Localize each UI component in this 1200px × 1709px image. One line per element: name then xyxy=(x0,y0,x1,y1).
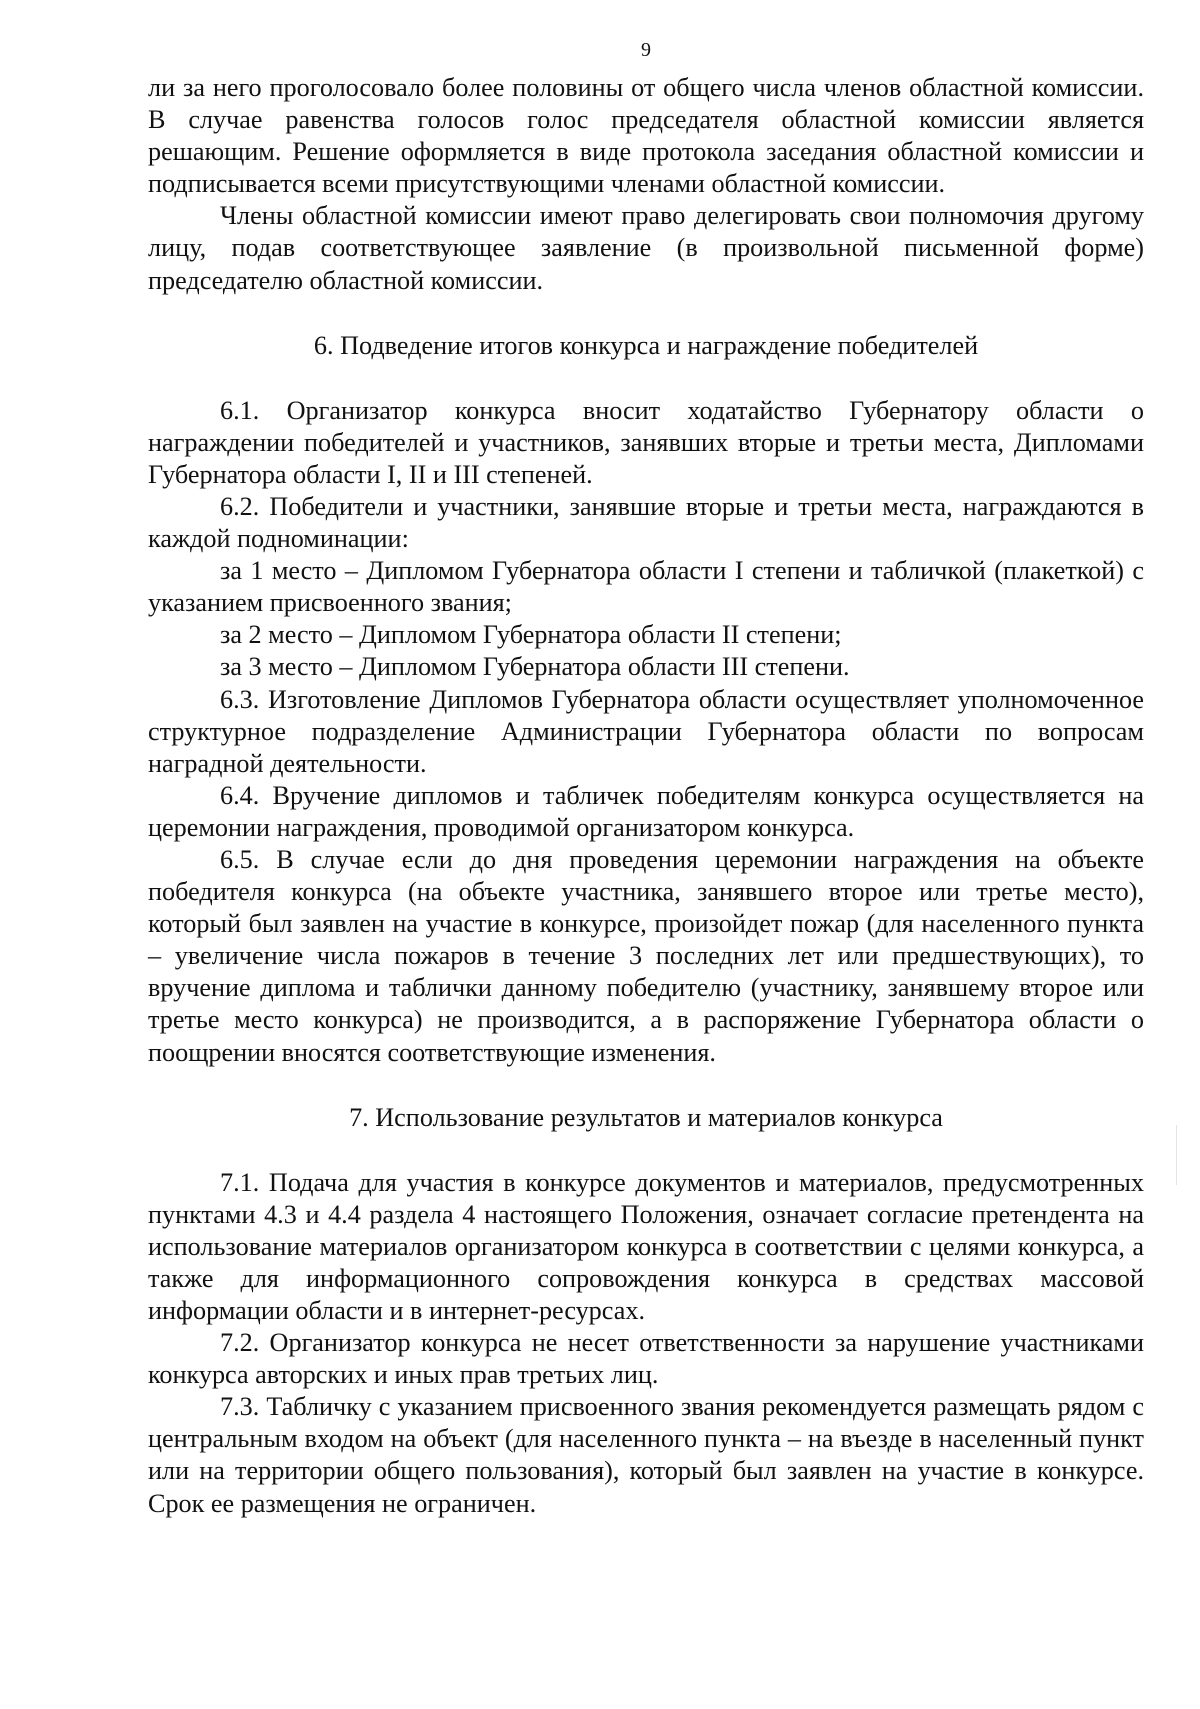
paragraph-delegation: Члены областной комиссии имеют право делегировать свои полномочия другому лицу, подав соответствующее заявление (в произвольной письменной форме) председателю областной комиссии. xyxy=(148,201,1144,295)
paragraph-6-3: 6.3. Изготовление Дипломов Губернатора области осуществляет уполномоченное структурное подразделение Администрации Губернатора области по вопросам наградной деятельности. xyxy=(148,684,1144,778)
page-number: 9 xyxy=(641,39,651,61)
paragraph-6-2: 6.2. Победители и участники, занявшие вторые и третьи места, награждаются в каждой подноминации: xyxy=(148,491,1144,554)
section-6-heading: 6. Подведение итогов конкурса и награждение победителей xyxy=(313,330,979,360)
paragraph-6-2-third-place: за 3 место – Дипломом Губернатора области III степени. xyxy=(220,652,850,682)
paragraph-7-3: 7.3. Табличку с указанием присвоенного звания рекомендуется размещать рядом с центральным входом на объект (для населенного пункта – на въезде в населенный пункт или на территории общего пользования), который был заявлен на участие в конкурсе. Срок ее размещения не ограничен. xyxy=(148,1392,1144,1518)
paragraph-6-2-first-place: за 1 место – Дипломом Губернатора области I степени и табличкой (плакеткой) с указанием присвоенного звания; xyxy=(148,556,1144,618)
paragraph-6-2-second-place: за 2 место – Дипломом Губернатора области II степени; xyxy=(220,620,842,650)
paragraph-7-2: 7.2. Организатор конкурса не несет ответственности за нарушение участниками конкурса авторских и иных прав третьих лиц. xyxy=(148,1328,1144,1390)
paragraph-7-1: 7.1. Подача для участия в конкурсе документов и материалов, предусмотренных пунктами 4.3 и 4.4 раздела 4 настоящего Положения, означает согласие претендента на использование материалов организатором конкурса в соответствии с целями конкурса, а также для информационного сопровождения конкурса в средствах массовой информации области и в интернет-ресурсах. xyxy=(148,1167,1144,1325)
paragraph-6-1: 6.1. Организатор конкурса вносит ходатайство Губернатору области о награждении победителей и участников, занявших вторые и третьи места, Дипломами Губернатора области I, II и III степеней. xyxy=(148,395,1144,489)
paragraph-6-5: 6.5. В случае если до дня проведения церемонии награждения на объекте победителя конкурса (на объекте участника, занявшего второе или третье место), который был заявлен на участие в конкурсе, произойдет пожар (для населенного пункта – увеличение числа пожаров в течение 3 последних лет или предшествующих), то вручение диплома и таблички данному победителю (участнику, занявшему второе или третье место конкурса) не производится, а в распоряжение Губернатора области о поощрении вносятся соответствующие изменения. xyxy=(148,844,1144,1067)
paragraph-voting-rules: ли за него проголосовало более половины от общего числа членов областной комиссии. В случае равенства голосов голос председателя областной комиссии является решающим. Решение оформляется в виде протокола заседания областной комиссии и подписывается всеми присутствующими членами областной комиссии. xyxy=(148,73,1144,199)
scan-edge-mark xyxy=(1176,1125,1177,1185)
document-page xyxy=(148,40,1144,1520)
section-7-heading: 7. Использование результатов и материалов конкурса xyxy=(349,1102,943,1132)
paragraph-6-4: 6.4. Вручение дипломов и табличек победителям конкурса осуществляется на церемонии награждения, проводимой организатором конкурса. xyxy=(148,780,1144,842)
